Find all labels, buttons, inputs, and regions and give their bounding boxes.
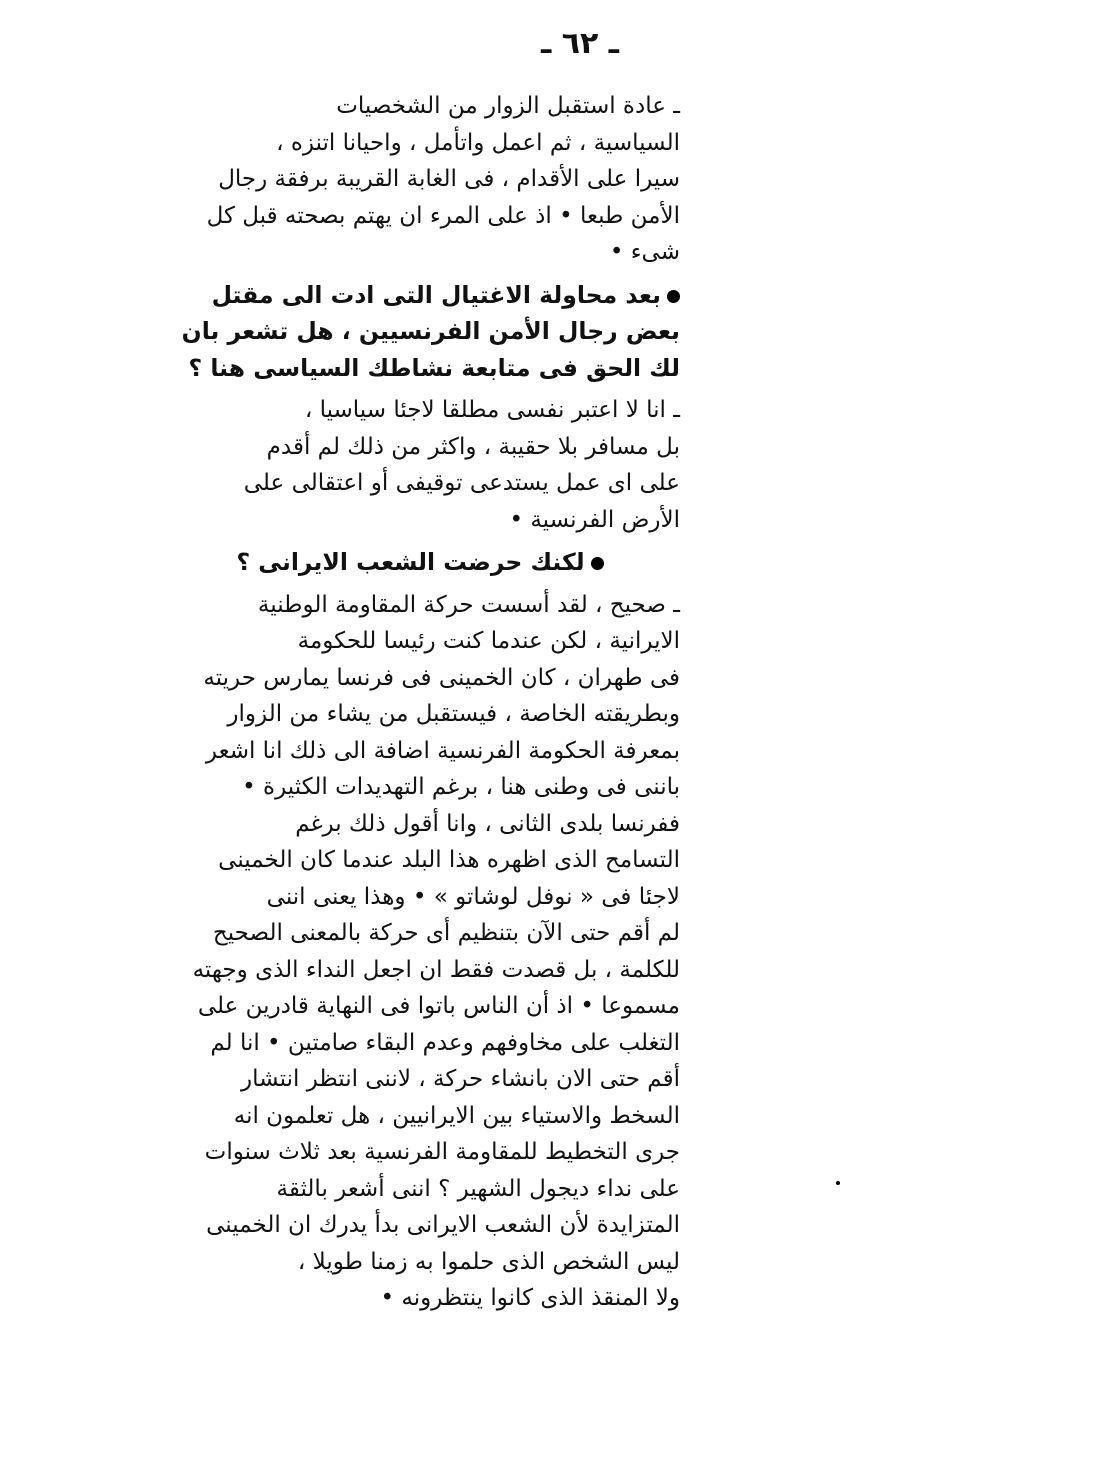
text-line: مسموعا • اذ أن الناس باتوا فى النهاية قادرين على (197, 993, 680, 1019)
text-line: التسامح الذى اظهره هذا البلد عندما كان الخمينى (218, 847, 680, 873)
text-line: السياسية ، ثم اعمل واتأمل ، واحيانا اتنزه ، (276, 129, 680, 156)
text-line: ففرنسا بلدى الثانى ، وانا أقول ذلك برغم (295, 810, 680, 837)
text-line: لاجئا فى « نوفل لوشاتو » • وهذا يعنى اننى (266, 883, 680, 910)
text-line: لم أقم حتى الآن بتنظيم أى حركة بالمعنى الصحيح (212, 920, 680, 946)
text-line: الايرانية ، لكن عندما كنت رئيسا للحكومة (297, 628, 680, 654)
text-line: ـ صحيح ، لقد أسست حركة المقاومة الوطنية (257, 591, 680, 618)
bullet-icon (667, 290, 680, 303)
question-paragraph (160, 277, 680, 387)
question-paragraph (160, 544, 680, 581)
text-line: التغلب على مخاوفهم وعدم البقاء صامتين • انا لم (210, 1029, 680, 1056)
article-body (160, 88, 680, 1317)
page-number: ـ ٦٢ ـ (540, 26, 620, 61)
text-line: ليس الشخص الذى حلموا به زمنا طويلا ، (297, 1248, 680, 1275)
text-line: للكلمة ، بل قصدت فقط ان اجعل النداء الذى وجهته (192, 956, 680, 983)
answer-paragraph (160, 88, 680, 271)
text-line: لكنك حرضت الشعب الايرانى ؟ (236, 548, 585, 576)
text-line: المتزايدة لأن الشعب الايرانى بدأ يدرك ان الخمينى (206, 1212, 680, 1238)
text-line: شىء • (609, 239, 680, 265)
text-line: الأمن طبعا • اذ على المرء ان يهتم بصحته قبل كل (206, 202, 680, 229)
text-line: ولا المنقذ الذى كانوا ينتظرونه • (380, 1285, 680, 1311)
answer-paragraph (160, 392, 680, 538)
text-line: السخط والاستياء بين الايرانيين ، هل تعلمون انه (233, 1102, 680, 1129)
text-line: سيرا على الأقدام ، فى الغابة القريبة برفقة رجال (218, 166, 680, 192)
text-line: أقم حتى الان بانشاء حركة ، لاننى انتظر انتشار (241, 1066, 680, 1092)
text-line: على اى عمل يستدعى توقيفى أو اعتقالى على (243, 470, 680, 496)
bullet-icon (591, 557, 604, 570)
text-line: ـ عادة استقبل الزوار من الشخصيات (336, 93, 680, 119)
text-line: بعض رجال الأمن الفرنسيين ، هل تشعر بان (181, 317, 680, 345)
text-line: جرى التخطيط للمقاومة الفرنسية بعد ثلاث سنوات (204, 1139, 680, 1165)
text-line: بل مسافر بلا حقيبة ، واكثر من ذلك لم أقدم (266, 433, 680, 460)
text-line: باننى فى وطنى هنا ، برغم التهديدات الكثيرة • (242, 774, 680, 800)
answer-paragraph (160, 587, 680, 1317)
scan-speck (836, 1181, 840, 1185)
text-line: لك الحق فى متابعة نشاطك السياسى هنا ؟ (188, 353, 680, 382)
text-line: فى طهران ، كان الخمينى فى فرنسا يمارس حريته (203, 664, 680, 691)
text-line: وبطريقته الخاصة ، فيستقبل من يشاء من الزوار (227, 701, 680, 727)
text-line: ـ انا لا اعتبر نفسى مطلقا لاجئا سياسيا ، (304, 397, 680, 423)
text-line: على نداء ديجول الشهير ؟ اننى أشعر بالثقة (276, 1175, 680, 1202)
text-line: الأرض الفرنسية • (509, 506, 680, 533)
text-line: بمعرفة الحكومة الفرنسية اضافة الى ذلك انا اشعر (205, 737, 680, 764)
text-line: بعد محاولة الاغتيال التى ادت الى مقتل (211, 280, 661, 309)
